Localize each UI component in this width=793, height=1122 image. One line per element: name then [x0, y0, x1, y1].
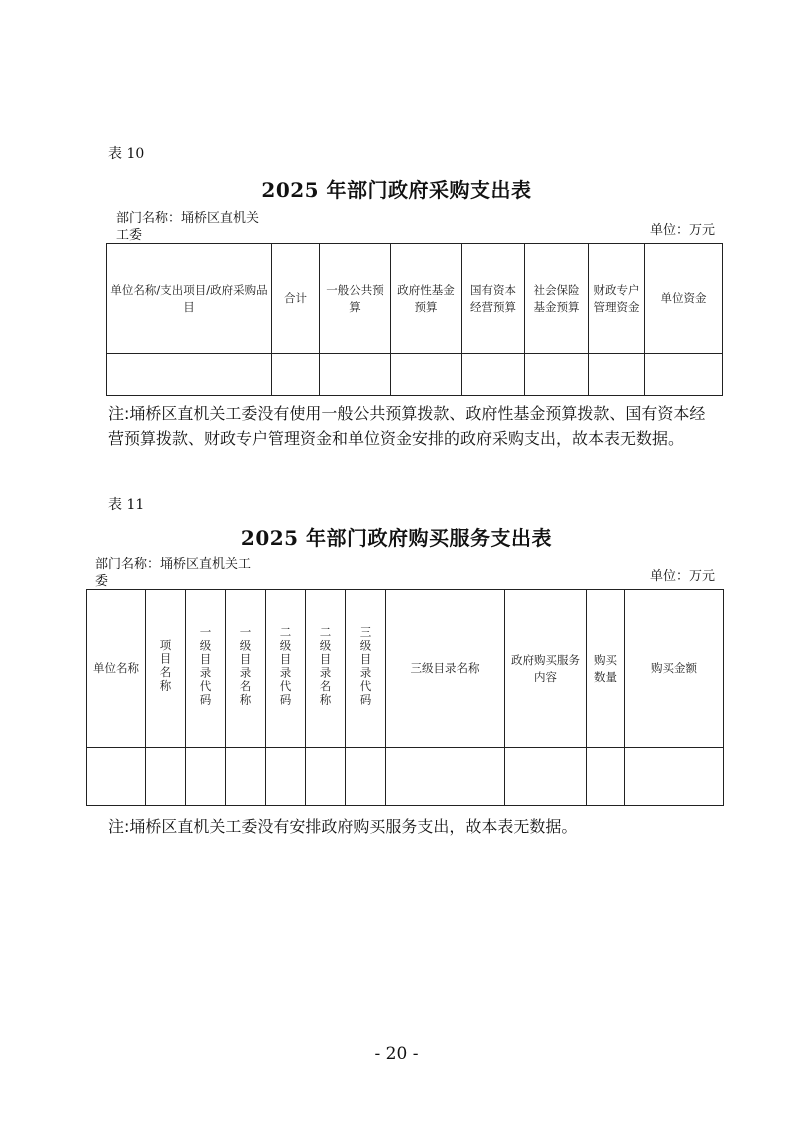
table11-header-cell: 三级目录名称 [386, 590, 505, 748]
table11-header-cell: 一级目录名称 [238, 625, 253, 707]
table10-header-cell: 单位资金 [645, 244, 723, 354]
table11-header-cell: 单位名称 [87, 590, 146, 748]
table10-dept: 部门名称：埇桥区直机关工委 [116, 211, 260, 243]
table10-header-cell: 财政专户管理资金 [589, 244, 645, 354]
table11-header-cell: 政府购买服务内容 [505, 590, 587, 748]
table10-note: 注:埇桥区直机关工委没有使用一般公共预算拨款、政府性基金预算拨款、国有资本经营预算拨款、财政专户管理资金和单位资金安排的政府采购支出，故本表无数据。 [108, 404, 706, 448]
table10-header-cell: 政府性基金预算 [391, 244, 462, 354]
table11-header-cell: 项目名称 [158, 639, 173, 693]
table10-unit: 单位：万元 [650, 223, 716, 238]
table11 [86, 589, 724, 806]
table11-unit: 单位：万元 [650, 569, 716, 584]
table11-dept: 部门名称：埇桥区直机关工委 [95, 557, 252, 589]
table10-header-cell: 社会保险基金预算 [525, 244, 589, 354]
table11-header-row [87, 590, 724, 748]
table11-note: 注:埇桥区直机关工委没有安排政府购买服务支出，故本表无数据。 [108, 817, 578, 836]
table11-header-cell: 二级目录名称 [318, 625, 333, 707]
table10-header-cell: 国有资本经营预算 [462, 244, 525, 354]
table11-header-cell: 三级目录代码 [358, 625, 373, 707]
table11-header-cell: 购买金额 [625, 590, 724, 748]
table10 [106, 243, 723, 396]
table11-label: 表 11 [108, 497, 145, 513]
table10-header-row [107, 244, 723, 354]
table10-header-cell: 合计 [272, 244, 320, 354]
table10-title: 2025 年部门政府采购支出表 [261, 178, 532, 202]
table10-empty-row [107, 354, 723, 396]
table11-header-cell: 购买数量 [587, 590, 625, 748]
table10-header-cell: 单位名称/支出项目/政府采购品目 [107, 244, 272, 354]
table10-label: 表 10 [108, 146, 145, 162]
table11-empty-row [87, 748, 724, 806]
table10-header-cell: 一般公共预算 [320, 244, 391, 354]
table11-header-cell: 二级目录代码 [278, 625, 293, 707]
table11-title: 2025 年部门政府购买服务支出表 [240, 526, 553, 550]
table11-header-cell: 一级目录代码 [198, 625, 213, 707]
page-number: - 20 - [374, 1044, 419, 1064]
